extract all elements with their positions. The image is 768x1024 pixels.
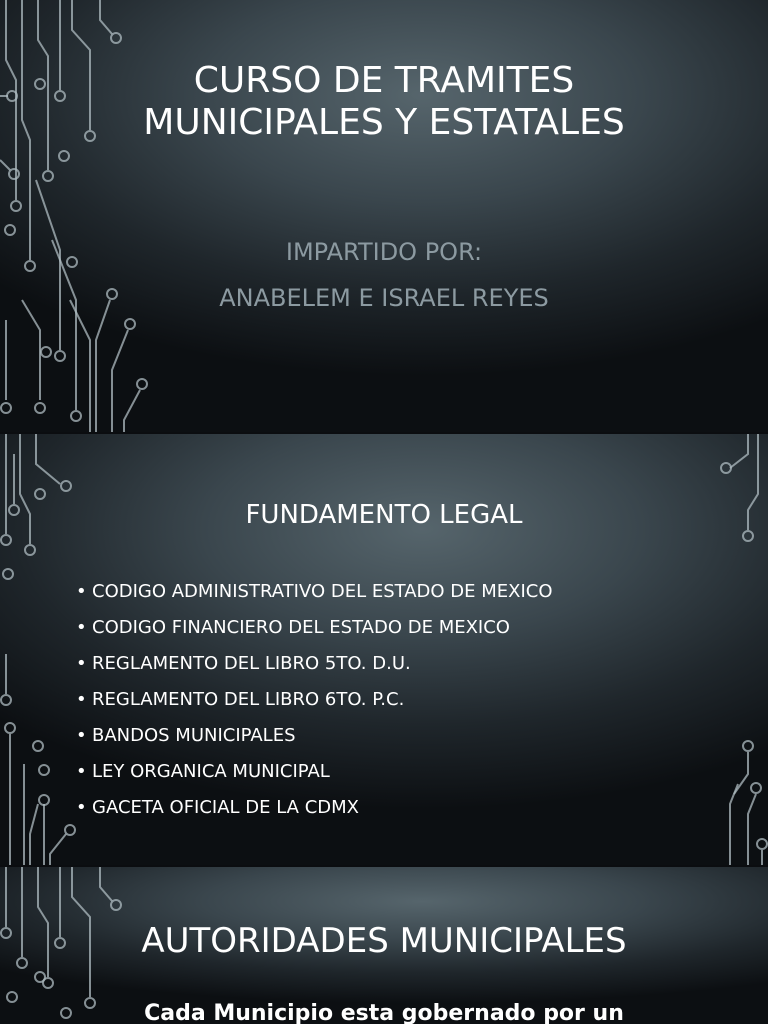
list-item-text: LEY ORGANICA MUNICIPAL bbox=[92, 761, 330, 782]
list-item-text: REGLAMENTO DEL LIBRO 5TO. D.U. bbox=[92, 653, 411, 674]
slide-municipal-authorities bbox=[0, 867, 768, 1024]
bullet-icon: • bbox=[76, 797, 87, 818]
legal-basis-list bbox=[76, 582, 553, 834]
slide-title bbox=[0, 0, 768, 432]
list-item bbox=[76, 726, 553, 762]
list-item-text: CODIGO ADMINISTRATIVO DEL ESTADO DE MEXICO bbox=[92, 581, 553, 602]
list-item bbox=[76, 618, 553, 654]
bullet-icon: • bbox=[76, 689, 87, 710]
list-item bbox=[76, 582, 553, 618]
list-item-text: CODIGO FINANCIERO DEL ESTADO DE MEXICO bbox=[92, 617, 510, 638]
list-item bbox=[76, 762, 553, 798]
list-item-text: GACETA OFICIAL DE LA CDMX bbox=[92, 797, 360, 818]
list-item-text: BANDOS MUNICIPALES bbox=[92, 725, 296, 746]
section-heading: FUNDAMENTO LEGAL bbox=[245, 500, 523, 530]
subtitle-presenters: ANABELEM E ISRAEL REYES bbox=[219, 284, 549, 312]
slide-legal-basis bbox=[0, 434, 768, 865]
body-text: Cada Municipio esta gobernado por un bbox=[144, 1001, 624, 1024]
bullet-icon: • bbox=[76, 581, 87, 602]
list-item bbox=[76, 798, 553, 834]
bullet-icon: • bbox=[76, 653, 87, 674]
bullet-icon: • bbox=[76, 761, 87, 782]
list-item bbox=[76, 654, 553, 690]
bullet-icon: • bbox=[76, 617, 87, 638]
list-item-text: REGLAMENTO DEL LIBRO 6TO. P.C. bbox=[92, 689, 405, 710]
title-line-2: MUNICIPALES Y ESTATALES bbox=[143, 102, 625, 143]
circuit-decoration-right bbox=[708, 434, 768, 865]
list-item bbox=[76, 690, 553, 726]
slide-title-heading bbox=[0, 60, 768, 144]
title-line-1: CURSO DE TRAMITES bbox=[193, 60, 575, 101]
section-heading: AUTORIDADES MUNICIPALES bbox=[141, 921, 627, 961]
subtitle-presented-by: IMPARTIDO POR: bbox=[285, 238, 483, 266]
bullet-icon: • bbox=[76, 725, 87, 746]
